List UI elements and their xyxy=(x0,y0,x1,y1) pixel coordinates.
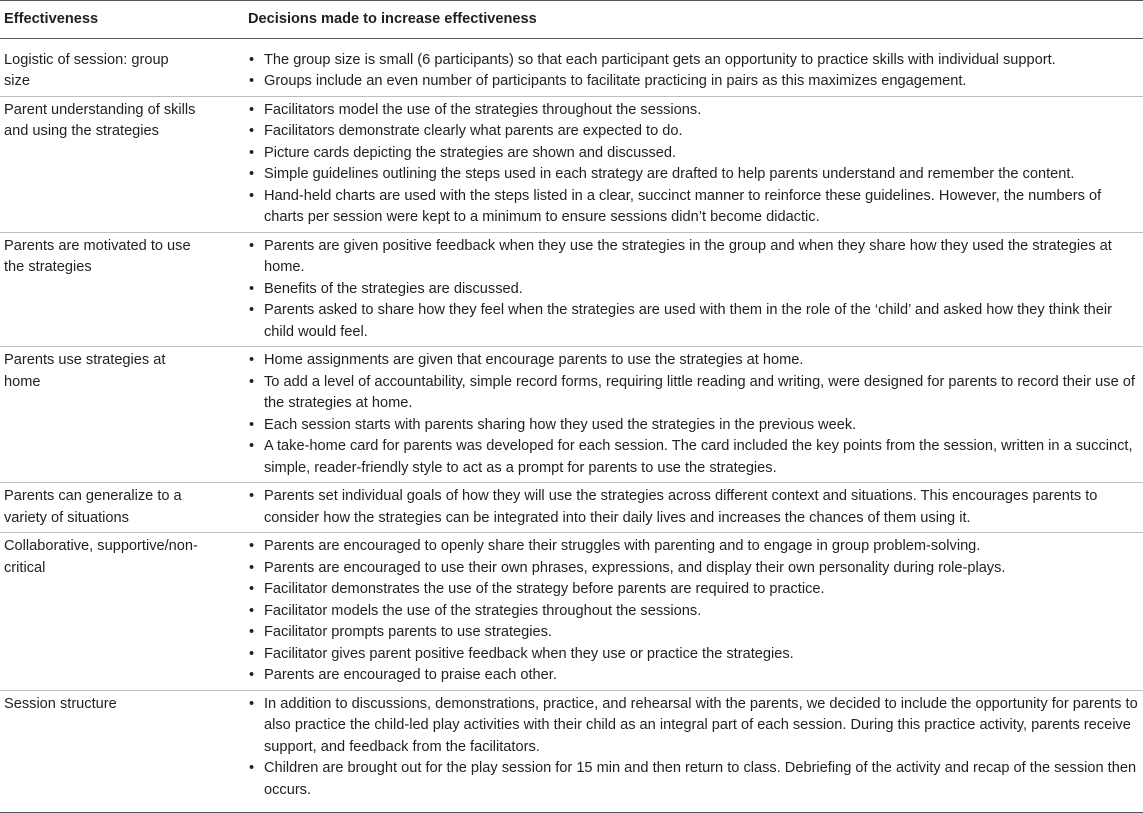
row-decisions xyxy=(248,533,1143,691)
decision-item: • Facilitator gives parent positive feedback when they use or practice the strategies. xyxy=(248,644,1143,666)
table-row xyxy=(0,347,1143,483)
decision-item: • Parents are encouraged to praise each other. xyxy=(248,665,1143,687)
decision-item: • In addition to discussions, demonstrations, practice, and rehearsal with the parents, we decided to include the opportunity for parents to also practice the child-led play activities with their child as an integral part of each session. During this practice activity, parents receive support, and feedback from the facilitators. xyxy=(248,694,1143,759)
table-row xyxy=(0,690,1143,813)
row-decisions xyxy=(248,38,1143,96)
decision-list xyxy=(248,236,1143,347)
decision-item: • Hand-held charts are used with the steps listed in a clear, succinct manner to reinforce these guidelines. However, the numbers of charts per session were kept to a minimum to ensure sessions didn’t become didactic. xyxy=(248,186,1143,229)
row-decisions xyxy=(248,347,1143,483)
decision-item: • Benefits of the strategies are discussed. xyxy=(248,279,1143,301)
decision-item: • The group size is small (6 participants) so that each participant gets an opportunity to practice skills with individual support. xyxy=(248,50,1143,72)
table-header xyxy=(0,1,1143,39)
row-label: Session structure xyxy=(0,690,248,813)
decision-list xyxy=(248,100,1143,232)
row-label: Parents are motivated to use the strategies xyxy=(0,232,248,347)
decision-item: • To add a level of accountability, simple record forms, requiring little reading and writing, were designed for parents to record their use of the strategies at home. xyxy=(248,372,1143,415)
decision-list xyxy=(248,486,1143,532)
table-row xyxy=(0,533,1143,691)
table-row xyxy=(0,38,1143,96)
decision-item: • Each session starts with parents sharing how they used the strategies in the previous week. xyxy=(248,415,1143,437)
header-row xyxy=(0,1,1143,39)
decision-item: • A take-home card for parents was developed for each session. The card included the key points from the session, written in a succinct, simple, reader-friendly style to act as a prompt for parents to use the strategies. xyxy=(248,436,1143,479)
row-label: Parent understanding of skills and using the strategies xyxy=(0,96,248,232)
header-effectiveness: Effectiveness xyxy=(0,1,248,39)
table-row xyxy=(0,232,1143,347)
table-row xyxy=(0,96,1143,232)
decision-item: • Groups include an even number of participants to facilitate practicing in pairs as this maximizes engagement. xyxy=(248,71,1143,93)
decision-list xyxy=(248,536,1143,690)
header-decisions: Decisions made to increase effectiveness xyxy=(248,1,1143,39)
decision-list xyxy=(248,694,1143,805)
decision-item: • Home assignments are given that encourage parents to use the strategies at home. xyxy=(248,350,1143,372)
table-row xyxy=(0,483,1143,533)
decision-item: • Parents are given positive feedback when they use the strategies in the group and when they share how they used the strategies at home. xyxy=(248,236,1143,279)
decision-item: • Facilitator prompts parents to use strategies. xyxy=(248,622,1143,644)
decision-item: • Parents set individual goals of how they will use the strategies across different context and situations. This encourages parents to consider how the strategies can be integrated into their daily lives and increases the chances of them using it. xyxy=(248,486,1143,529)
row-label: Parents can generalize to a variety of situations xyxy=(0,483,248,533)
table-body xyxy=(0,38,1143,813)
row-decisions xyxy=(248,483,1143,533)
decision-item: • Picture cards depicting the strategies are shown and discussed. xyxy=(248,143,1143,165)
decision-item: • Parents asked to share how they feel when the strategies are used with them in the role of the ‘child’ and asked how they think their child would feel. xyxy=(248,300,1143,343)
row-label: Parents use strategies at home xyxy=(0,347,248,483)
decision-list xyxy=(248,350,1143,482)
decision-item: • Facilitator demonstrates the use of the strategy before parents are required to practice. xyxy=(248,579,1143,601)
decision-list xyxy=(248,50,1143,96)
decision-item: • Simple guidelines outlining the steps used in each strategy are drafted to help parents understand and remember the content. xyxy=(248,164,1143,186)
decision-item: • Parents are encouraged to openly share their struggles with parenting and to engage in group problem-solving. xyxy=(248,536,1143,558)
row-label: Logistic of session: group size xyxy=(0,38,248,96)
decision-item: • Facilitator models the use of the strategies throughout the sessions. xyxy=(248,601,1143,623)
row-decisions xyxy=(248,690,1143,813)
decision-item: • Facilitators model the use of the strategies throughout the sessions. xyxy=(248,100,1143,122)
row-decisions xyxy=(248,96,1143,232)
row-label: Collaborative, supportive/non-critical xyxy=(0,533,248,691)
row-decisions xyxy=(248,232,1143,347)
decision-item: • Children are brought out for the play session for 15 min and then return to class. Debriefing of the activity and recap of the session then occurs. xyxy=(248,758,1143,801)
decision-item: • Parents are encouraged to use their own phrases, expressions, and display their own personality during role-plays. xyxy=(248,558,1143,580)
decision-item: • Facilitators demonstrate clearly what parents are expected to do. xyxy=(248,121,1143,143)
